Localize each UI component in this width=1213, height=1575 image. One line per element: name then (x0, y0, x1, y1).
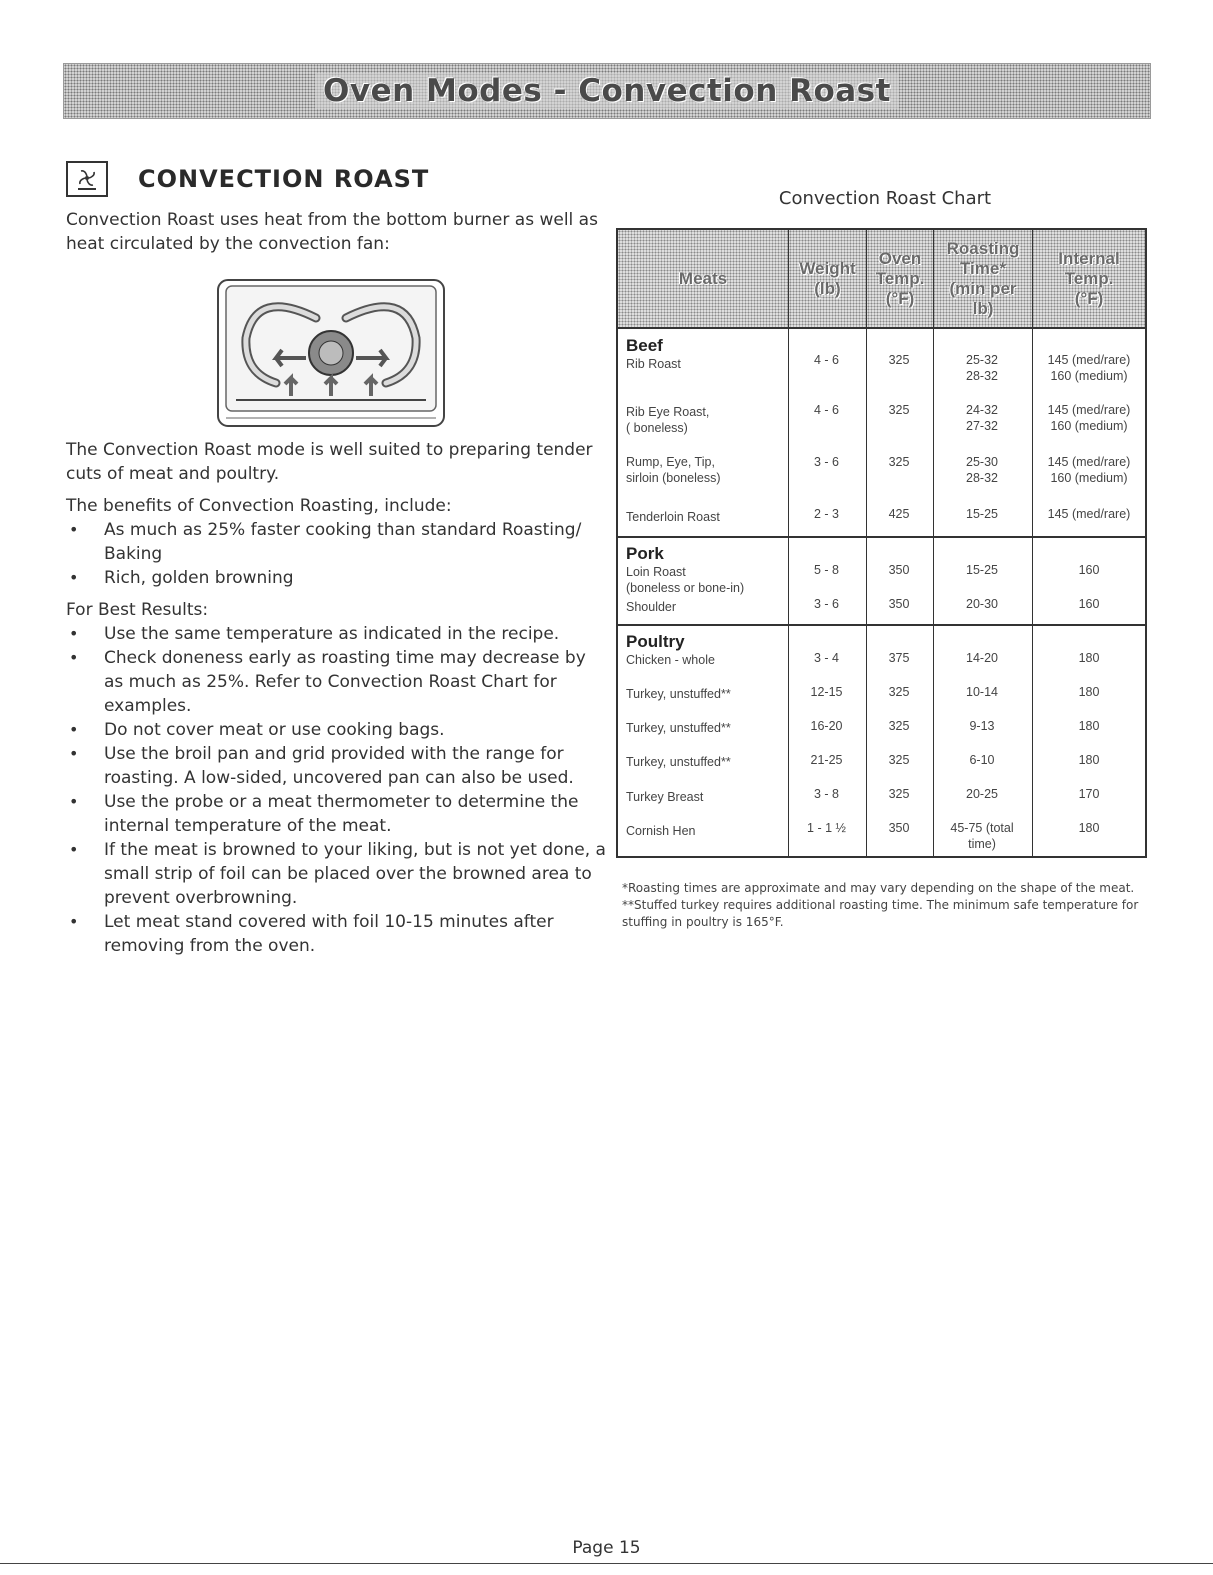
section-title-beef: Beef (626, 336, 663, 355)
cell-internal-temp: 180 (1078, 651, 1100, 665)
footnote-stuffed-turkey: **Stuffed turkey requires additional roasting time. The minimum safe temperature for stuffing in poultry is 165°F. (622, 898, 1139, 929)
section-title-pork: Pork (626, 544, 664, 563)
cell-roasting-time: 15-25 (966, 563, 998, 577)
list-item: • Check doneness early as roasting time may decrease by as much as 25%. Refer to Convection Roast Chart for examples. (66, 646, 606, 718)
cell-weight: 21-25 (810, 753, 843, 767)
list-item: • Do not cover meat or use cooking bags. (66, 718, 606, 742)
cell-oven-temp: 325 (888, 403, 910, 417)
cell-roasting-time: 25-30 28-32 (966, 455, 998, 485)
bottom-rule (0, 1563, 1213, 1564)
cell-oven-temp: 325 (888, 353, 910, 367)
cell-meat: Shoulder (626, 600, 677, 614)
cell-weight: 3 - 8 (813, 787, 839, 801)
list-item: • Let meat stand covered with foil 10-15 minutes after removing from the oven. (66, 910, 606, 958)
cell-roasting-time: 20-25 (966, 787, 998, 801)
cell-internal-temp: 180 (1078, 685, 1100, 699)
cell-oven-temp: 350 (888, 563, 910, 577)
cell-roasting-time: 25-32 28-32 (966, 353, 998, 383)
cell-meat: Chicken - whole (626, 653, 715, 667)
cell-meat: Rump, Eye, Tip, sirloin (boneless) (626, 455, 721, 485)
list-item: • Rich, golden browning (66, 566, 606, 590)
cell-oven-temp: 325 (888, 753, 910, 767)
cell-roasting-time: 14-20 (966, 651, 998, 665)
cell-weight: 4 - 6 (813, 403, 839, 417)
cell-roasting-time: 15-25 (966, 507, 998, 521)
cell-weight: 3 - 6 (813, 455, 839, 469)
cell-meat: Turkey Breast (626, 790, 704, 804)
cell-roasting-time: 45-75 (total time) (950, 821, 1014, 851)
cell-weight: 1 - 1 ½ (807, 821, 846, 835)
cell-roasting-time: 9-13 (969, 719, 995, 733)
section-title-poultry: Poultry (626, 632, 685, 651)
convection-roast-icon (66, 161, 108, 197)
cell-oven-temp: 325 (888, 719, 910, 733)
chart-title: Convection Roast Chart (778, 188, 992, 209)
header-internal-temp: Internal Temp. (°F) (1058, 248, 1120, 308)
section-divider (618, 624, 1145, 626)
cell-oven-temp: 375 (888, 651, 910, 665)
cell-oven-temp: 425 (888, 507, 910, 521)
list-item: • Use the probe or a meat thermometer to determine the internal temperature of the meat. (66, 790, 606, 838)
section-heading-row (66, 158, 606, 200)
cell-internal-temp: 160 (1078, 597, 1100, 611)
cell-internal-temp: 145 (med/rare) 160 (medium) (1047, 403, 1131, 433)
best-results-list (66, 622, 606, 958)
cell-roasting-time: 24-32 27-32 (966, 403, 998, 433)
cell-weight: 3 - 6 (813, 597, 839, 611)
chart-footnotes (622, 880, 1152, 931)
cell-meat: Turkey, unstuffed** (626, 687, 731, 701)
cell-weight: 12-15 (810, 685, 843, 699)
header-roasting-time: Roasting Time* (min per lb) (946, 238, 1020, 318)
list-item: • Use the same temperature as indicated in the recipe. (66, 622, 606, 646)
cell-meat: Rib Eye Roast, ( boneless) (626, 405, 710, 435)
intro-paragraph: Convection Roast uses heat from the bottom burner as well as heat circulated by the convection fan: (66, 210, 598, 254)
cell-meat: Loin Roast (boneless or bone-in) (626, 565, 745, 595)
page-number: Page 15 (572, 1538, 641, 1558)
benefits-heading: The benefits of Convection Roasting, include: (66, 496, 452, 516)
cell-weight: 3 - 4 (813, 651, 839, 665)
cell-meat: Turkey, unstuffed** (626, 721, 731, 735)
cell-weight: 2 - 3 (813, 507, 839, 521)
cell-internal-temp: 170 (1078, 787, 1100, 801)
cell-meat: Cornish Hen (626, 824, 696, 838)
cell-internal-temp: 145 (med/rare) (1047, 507, 1131, 521)
cell-internal-temp: 180 (1078, 753, 1100, 767)
left-column (66, 158, 606, 958)
oven-convection-airflow-illustration (216, 278, 446, 428)
cell-weight: 5 - 8 (813, 563, 839, 577)
cell-meat: Rib Roast (626, 357, 681, 371)
cell-oven-temp: 350 (888, 597, 910, 611)
cell-oven-temp: 325 (888, 787, 910, 801)
cell-internal-temp: 145 (med/rare) 160 (medium) (1047, 455, 1131, 485)
benefits-list (66, 518, 606, 590)
cell-weight: 16-20 (810, 719, 843, 733)
convection-roast-table (616, 228, 1147, 858)
cell-roasting-time: 6-10 (969, 753, 995, 767)
cell-meat: Turkey, unstuffed** (626, 755, 731, 769)
best-results-heading: For Best Results: (66, 600, 209, 620)
cell-weight: 4 - 6 (813, 353, 839, 367)
table-header (618, 230, 1145, 329)
section-divider (618, 536, 1145, 538)
cell-oven-temp: 325 (888, 455, 910, 469)
list-item: • If the meat is browned to your liking, but is not yet done, a small strip of foil can be placed over the browned area to prevent overbrowning. (66, 838, 606, 910)
list-item: • Use the broil pan and grid provided with the range for roasting. A low-sided, uncovered pan can also be used. (66, 742, 606, 790)
header-oven-temp: Oven Temp. (°F) (875, 248, 925, 308)
cell-internal-temp: 145 (med/rare) 160 (medium) (1047, 353, 1131, 383)
list-item: • As much as 25% faster cooking than standard Roasting/ Baking (66, 518, 606, 566)
cell-internal-temp: 180 (1078, 719, 1100, 733)
cell-internal-temp: 180 (1078, 821, 1100, 835)
cell-internal-temp: 160 (1078, 563, 1100, 577)
section-heading: CONVECTION ROAST (138, 165, 430, 193)
cell-oven-temp: 350 (888, 821, 910, 835)
header-weight: Weight (lb) (799, 258, 856, 298)
footnote-roasting-times: *Roasting times are approximate and may vary depending on the shape of the meat. (622, 881, 1135, 895)
header-meats: Meats (678, 268, 728, 288)
banner-title: Oven Modes - Convection Roast (315, 73, 899, 109)
cell-roasting-time: 20-30 (966, 597, 998, 611)
cell-roasting-time: 10-14 (966, 685, 998, 699)
cell-oven-temp: 325 (888, 685, 910, 699)
cell-meat: Tenderloin Roast (626, 510, 720, 524)
suited-paragraph: The Convection Roast mode is well suited to preparing tender cuts of meat and poultry. (66, 440, 593, 484)
page-banner (63, 63, 1151, 119)
